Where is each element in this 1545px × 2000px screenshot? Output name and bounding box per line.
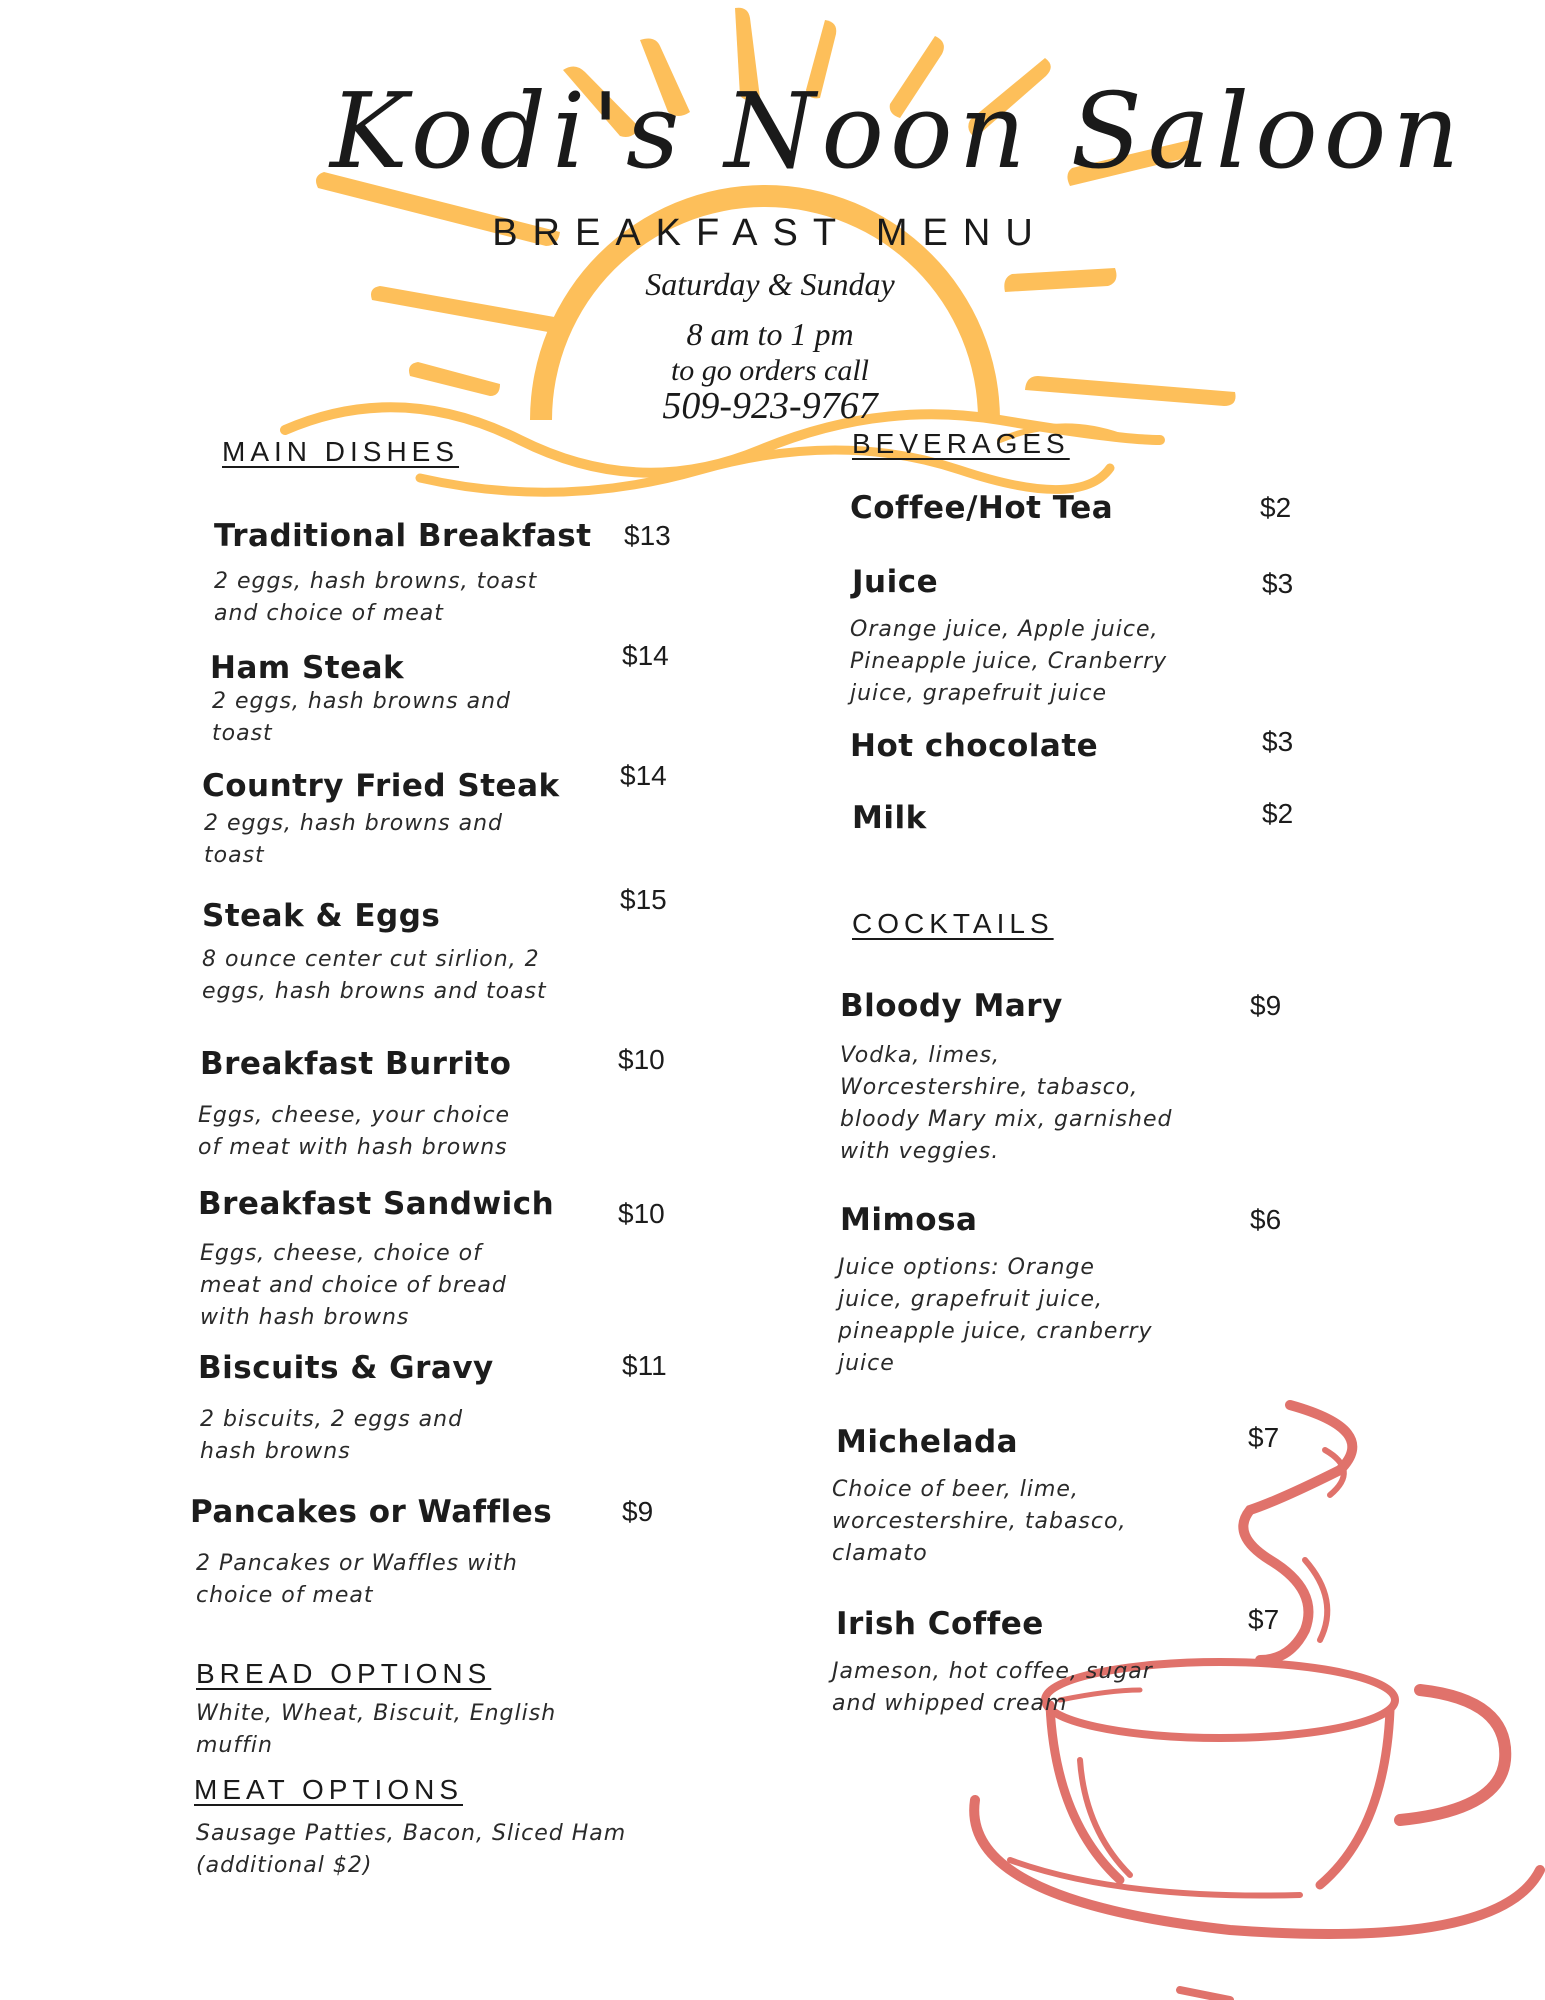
- menu-item-name: Ham Steak: [210, 650, 405, 686]
- cocktail-price: $7: [1248, 1422, 1280, 1453]
- cocktail-name: Mimosa: [840, 1202, 978, 1238]
- description-line: Pineapple juice, Cranberry: [850, 649, 1168, 674]
- description-line: Orange juice, Apple juice,: [850, 617, 1159, 642]
- menu-item-description: [200, 1238, 620, 1334]
- description-line: meat and choice of bread: [200, 1273, 507, 1298]
- hours-text: 8 am to 1 pm: [686, 316, 854, 352]
- meat-options-heading: MEAT OPTIONS: [194, 1774, 463, 1805]
- menu-item-price: $15: [620, 884, 667, 915]
- cocktail-price: $9: [1250, 990, 1282, 1021]
- cocktail-description: [832, 1656, 1252, 1720]
- beverage-price: $2: [1260, 492, 1292, 523]
- description-line: Worcestershire, tabasco,: [840, 1075, 1139, 1100]
- menu-item-price: $11: [622, 1350, 667, 1381]
- description-line: White, Wheat, Biscuit, English: [196, 1701, 557, 1726]
- beverage-name: Milk: [852, 800, 927, 836]
- beverage-name: Coffee/Hot Tea: [850, 490, 1114, 526]
- cocktail-description: [832, 1474, 1232, 1570]
- description-line: Eggs, cheese, choice of: [200, 1241, 482, 1266]
- beverage-description: [850, 614, 1250, 710]
- cocktail-description: [840, 1040, 1260, 1168]
- description-line: juice, grapefruit juice,: [838, 1287, 1104, 1312]
- cocktail-name: Irish Coffee: [836, 1606, 1044, 1642]
- description-line: and whipped cream: [832, 1691, 1068, 1716]
- description-line: juice, grapefruit juice: [850, 681, 1108, 706]
- description-line: 2 biscuits, 2 eggs and: [200, 1407, 464, 1432]
- cocktails-heading: COCKTAILS: [852, 908, 1054, 939]
- description-line: of meat with hash browns: [198, 1135, 508, 1160]
- description-line: Choice of beer, lime,: [832, 1477, 1079, 1502]
- description-line: clamato: [832, 1541, 928, 1566]
- cocktail-price: $7: [1248, 1604, 1280, 1635]
- menu-item-description: [202, 944, 622, 1008]
- description-line: Vodka, limes,: [840, 1043, 1001, 1068]
- menu-item-description: [212, 686, 612, 750]
- menu-item-name: Steak & Eggs: [202, 898, 441, 934]
- bread-options-text: [196, 1698, 636, 1762]
- menu-item-name: Traditional Breakfast: [214, 518, 592, 554]
- description-line: 2 eggs, hash browns and: [204, 811, 503, 836]
- description-line: 2 Pancakes or Waffles with: [196, 1551, 518, 1576]
- main-dishes-heading: MAIN DISHES: [222, 436, 460, 467]
- menu-item-description: [198, 1100, 618, 1164]
- description-line: juice: [838, 1351, 895, 1376]
- cocktail-price: $6: [1250, 1204, 1282, 1235]
- description-line: 2 eggs, hash browns and: [212, 689, 511, 714]
- cocktail-name: Bloody Mary: [840, 988, 1063, 1024]
- description-line: toast: [204, 843, 265, 868]
- menu-item-description: [204, 808, 604, 872]
- description-line: Jameson, hot coffee, sugar: [832, 1659, 1153, 1684]
- days-text: Saturday & Sunday: [645, 266, 895, 302]
- meat-options-text: [196, 1818, 666, 1882]
- description-line: Eggs, cheese, your choice: [198, 1103, 511, 1128]
- menu-item-price: $13: [624, 520, 671, 551]
- description-line: (additional $2): [196, 1853, 373, 1878]
- description-line: with veggies.: [840, 1139, 1000, 1164]
- menu-item-price: $14: [620, 760, 667, 791]
- description-line: toast: [212, 721, 273, 746]
- menu-subtitle: BREAKFAST MENU: [492, 212, 1048, 254]
- menu-item-name: Country Fried Steak: [202, 768, 560, 804]
- description-line: Juice options: Orange: [838, 1255, 1095, 1280]
- description-line: choice of meat: [196, 1583, 374, 1608]
- menu-item-description: [200, 1404, 620, 1468]
- beverage-price: $3: [1262, 568, 1294, 599]
- beverage-price: $3: [1262, 726, 1294, 757]
- menu-item-price: $14: [622, 640, 669, 671]
- description-line: eggs, hash browns and toast: [202, 979, 547, 1004]
- description-line: and choice of meat: [214, 601, 444, 626]
- menu-item-price: $10: [618, 1044, 665, 1075]
- description-line: with hash browns: [200, 1305, 410, 1330]
- restaurant-title: Kodi's Noon Saloon: [330, 70, 1466, 192]
- description-line: 2 eggs, hash browns, toast: [214, 569, 538, 594]
- phone-number: 509-923-9767: [662, 385, 878, 427]
- beverage-name: Hot chocolate: [850, 728, 1099, 764]
- beverages-heading: BEVERAGES: [852, 428, 1070, 459]
- beverage-name: Juice: [852, 564, 939, 600]
- description-line: bloody Mary mix, garnished: [840, 1107, 1173, 1132]
- cocktail-description: [838, 1252, 1258, 1380]
- menu-item-price: $10: [618, 1198, 665, 1229]
- description-line: Sausage Patties, Bacon, Sliced Ham: [196, 1821, 627, 1846]
- menu-item-name: Biscuits & Gravy: [198, 1350, 494, 1386]
- beverage-price: $2: [1262, 798, 1294, 829]
- menu-item-name: Breakfast Burrito: [200, 1046, 512, 1082]
- description-line: muffin: [196, 1733, 273, 1758]
- togo-text: to go orders call: [670, 354, 870, 387]
- description-line: worcestershire, tabasco,: [832, 1509, 1127, 1534]
- description-line: hash browns: [200, 1439, 351, 1464]
- menu-item-name: Breakfast Sandwich: [198, 1186, 555, 1222]
- menu-item-name: Pancakes or Waffles: [190, 1494, 553, 1530]
- description-line: 8 ounce center cut sirlion, 2: [202, 947, 540, 972]
- menu-item-price: $9: [622, 1496, 654, 1527]
- bread-options-heading: BREAD OPTIONS: [196, 1658, 492, 1689]
- menu-item-description: [214, 566, 614, 630]
- menu-item-description: [196, 1548, 636, 1612]
- cocktail-name: Michelada: [836, 1424, 1019, 1460]
- description-line: pineapple juice, cranberry: [838, 1319, 1153, 1344]
